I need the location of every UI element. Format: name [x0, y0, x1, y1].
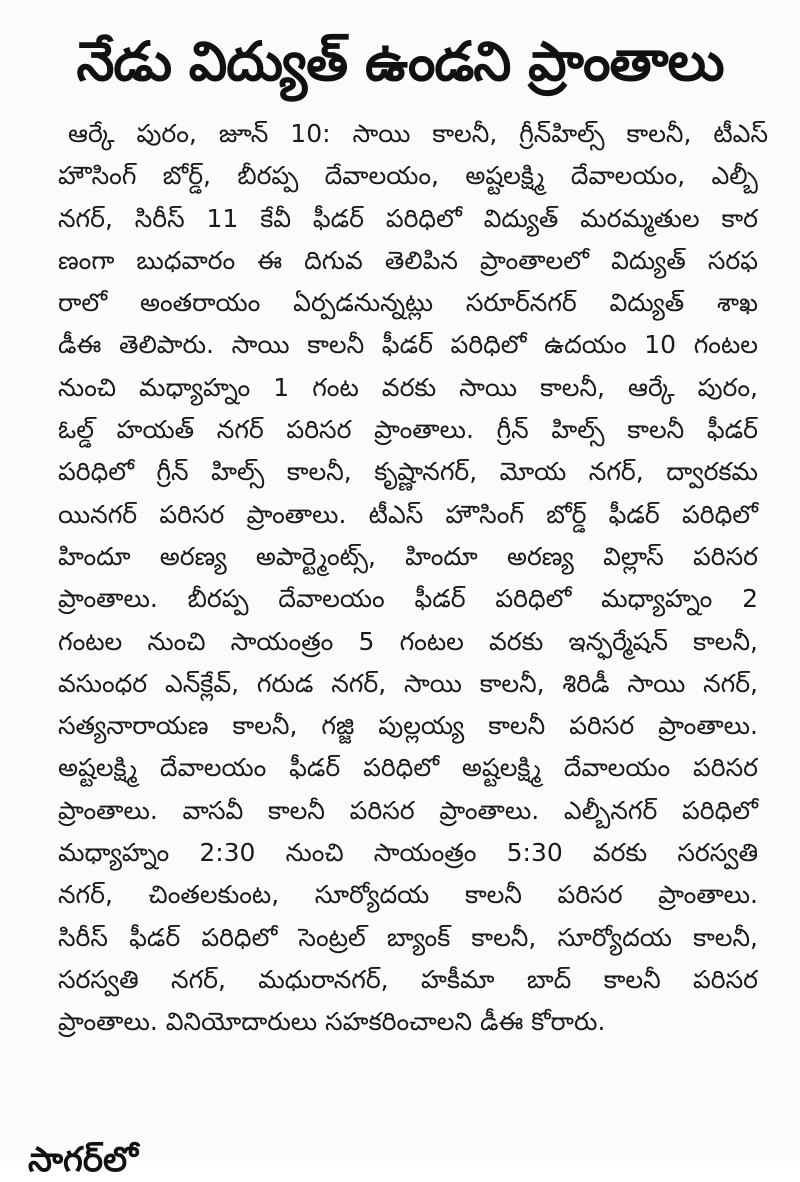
article-line: ప్రాంతాలు. వాసవీ కాలనీ పరిసర ప్రాంతాలు. ఎల్బీనగర్ పరిధిలో — [58, 795, 758, 825]
article-line: రాలో అంతరాయం ఏర్పడనున్నట్లు సరూర్‌నగర్ విద్యుత్ శాఖ — [58, 288, 758, 318]
article-line: పరిధిలో గ్రీన్ హిల్స్ కాలనీ, కృష్ణానగర్, మోయ నగర్, ద్వారకమ — [58, 457, 758, 487]
next-article-heading: సాగర్‌లో — [28, 1140, 139, 1180]
article-line: హౌసింగ్ బోర్డ్, బీరప్ప దేవాలయం, అష్టలక్ష్మి దేవాలయం, ఎల్బీ — [58, 161, 758, 191]
article-line: ణంగా బుధవారం ఈ దిగువ తెలిపిన ప్రాంతాలలో విద్యుత్ సరఫ — [58, 245, 758, 275]
article-line: నుంచి మధ్యాహ్నం 1 గంట వరకు సాయి కాలనీ, ఆర్కే పురం, — [58, 372, 758, 402]
article-line: ఓల్డ్ హయత్ నగర్ పరిసర ప్రాంతాలు. గ్రీన్ హిల్స్ కాలనీ ఫీడర్ — [58, 415, 758, 445]
article-line: నగర్, చింతలకుంట, సూర్యోదయ కాలనీ పరిసర ప్రాంతాలు. — [58, 880, 758, 910]
article-line: అష్టలక్ష్మి దేవాలయం ఫీడర్ పరిధిలో అష్టలక్ష్మి దేవాలయం పరిసర — [58, 753, 758, 783]
article-line: సరస్వతి నగర్, మధురానగర్, హకీమా బాద్ కాలనీ పరిసర — [58, 964, 758, 994]
article-line: మధ్యాహ్నం 2:30 నుంచి సాయంత్రం 5:30 వరకు సరస్వతి — [58, 838, 758, 868]
article-line: సిరీస్ ఫీడర్ పరిధిలో సెంట్రల్ బ్యాంక్ కాలనీ, సూర్యోదయ కాలనీ, — [58, 922, 758, 952]
article-line: హిందూ అరణ్య అపార్ట్మెంట్స్, హిందూ అరణ్య విల్లాస్ పరిసర — [58, 541, 758, 571]
article-line: యినగర్ పరిసర ప్రాంతాలు. టీఎస్ హౌసింగ్ బోర్డ్ ఫీడర్ పరిధిలో — [58, 499, 758, 529]
article-line: ప్రాంతాలు. వినియోదారులు సహకరించాలని డీఈ కోరారు. — [58, 1007, 606, 1037]
article-line: డీఈ తెలిపారు. సాయి కాలనీ ఫీడర్ పరిధిలో ఉదయం 10 గంటల — [58, 330, 758, 360]
article-line: ఆర్కే పురం, జూన్ 10: సాయి కాలనీ, గ్రీన్‌హిల్స్ కాలనీ, టీఎస్ — [68, 119, 768, 148]
article-line: సత్యనారాయణ కాలనీ, గజ్జి పుల్లయ్య కాలనీ పరిసర ప్రాంతాలు. — [58, 711, 758, 741]
article-line: వసుంధర ఎన్‌క్లేవ్, గరుడ నగర్, సాయి కాలనీ, శిరిడీ సాయి నగర్, — [58, 668, 758, 698]
headline: నేడు విద్యుత్ ఉండని ప్రాంతాలు — [76, 30, 724, 93]
article-line: ప్రాంతాలు. బీరప్ప దేవాలయం ఫీడర్ పరిధిలో మధ్యాహ్నం 2 — [58, 584, 758, 614]
article-line: నగర్, సిరీస్ 11 కేవీ ఫీడర్ పరిధిలో విద్యుత్ మరమ్మతుల కార — [58, 203, 758, 233]
article-line: గంటల నుంచి సాయంత్రం 5 గంటల వరకు ఇన్ఫర్మేషన్ కాలనీ, — [58, 626, 758, 656]
article-body — [58, 113, 768, 1044]
